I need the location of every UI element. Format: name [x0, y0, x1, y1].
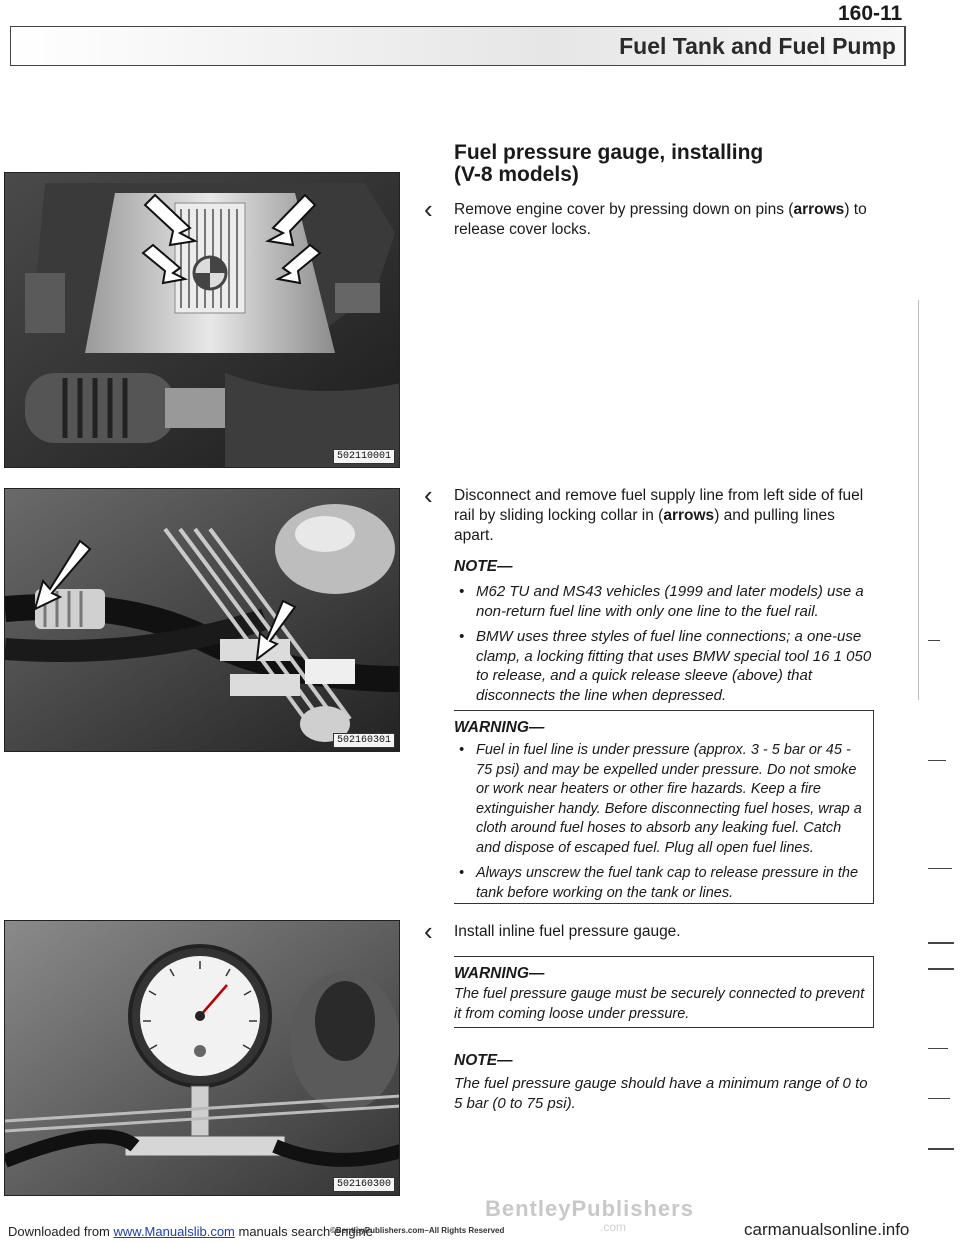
photo-code: 502160301 [333, 733, 395, 748]
note-title: NOTE— [454, 1052, 513, 1069]
warning-bullet: • Always unscrew the fuel tank cap to release pressure in the tank before working on the tank or lines. [459, 865, 859, 901]
footer-copyright: ©BentleyPublishers.com–All Rights Reserved [330, 1226, 505, 1235]
warning-box-fuel-pressure [454, 710, 874, 904]
note-title: NOTE— [454, 558, 513, 575]
fuel-line-illustration [5, 489, 400, 752]
engine-cover-photo [4, 172, 400, 468]
footer-download-note: Downloaded from www.Manualslib.com manuals search engine [8, 1224, 373, 1239]
section-heading-line1: Fuel pressure gauge, installing [454, 141, 764, 164]
photo-code: 502160300 [333, 1177, 395, 1192]
watermark: BentleyPublishers [485, 1196, 694, 1221]
step-remove-cover: ‹ Remove engine cover by pressing down on pins (arrows) to release cover locks. [424, 194, 867, 238]
engine-cover-illustration [5, 173, 400, 468]
note-bullet: • BMW uses three styles of fuel line connections; a one-use clamp, a locking fitting that uses BMW special tool 16 1 050 to release, and a quick release sleeve (above) that disconnects the line when depressed. [459, 628, 872, 704]
pointer-arrow-icon: ‹ [424, 480, 433, 510]
photo-code: 502110001 [333, 449, 395, 464]
pointer-arrow-icon: ‹ [424, 194, 433, 224]
warning-text: The fuel pressure gauge must be securely connected to prevent it from coming loose under pressure. [454, 986, 865, 1022]
step-install-gauge: ‹ Install inline fuel pressure gauge. [424, 916, 681, 946]
section-heading-line2: (V-8 models) [454, 163, 579, 186]
note-text: The fuel pressure gauge should have a minimum range of 0 to 5 bar (0 to 75 psi). [454, 1075, 868, 1112]
warning-title: WARNING— [454, 719, 545, 736]
pointer-arrow-icon: ‹ [424, 916, 433, 946]
warning-bullet: • Fuel in fuel line is under pressure (approx. 3 - 5 bar or 45 - 75 psi) and may be expelled under pressure. Do not smoke or work near heaters or other fire hazards. Keep a fire extinguisher handy. Before disconnecting fuel hoses, wrap a cloth around fuel hoses to absorb any leaking fuel. Catch and dispose of escaped fuel. Plug all open fuel lines. [459, 742, 862, 856]
warning-box-gauge [454, 956, 874, 1028]
manualslib-link[interactable]: www.Manualslib.com [113, 1224, 235, 1239]
page-number: 160-11 [838, 2, 903, 25]
section-title: Fuel Tank and Fuel Pump [619, 33, 896, 59]
section-heading [454, 142, 894, 186]
note-bullet: • M62 TU and MS43 vehicles (1999 and later models) use a non-return fuel line with only one line to the fuel rail. [459, 583, 864, 620]
fuel-line-photo [4, 488, 400, 752]
note-fuel-lines [454, 558, 874, 711]
note-gauge-range [454, 1052, 874, 1113]
section-header-bar [10, 26, 906, 66]
pressure-gauge-photo [4, 920, 400, 1196]
footer-site: carmanualsonline.info [744, 1220, 910, 1239]
pressure-gauge-illustration [5, 921, 400, 1196]
warning-title: WARNING— [454, 965, 545, 982]
step-disconnect-line: ‹ Disconnect and remove fuel supply line from left side of fuel rail by sliding locking collar in (arrows) and pulling lines apart. [424, 480, 864, 544]
watermark-sub: .com [600, 1220, 627, 1234]
